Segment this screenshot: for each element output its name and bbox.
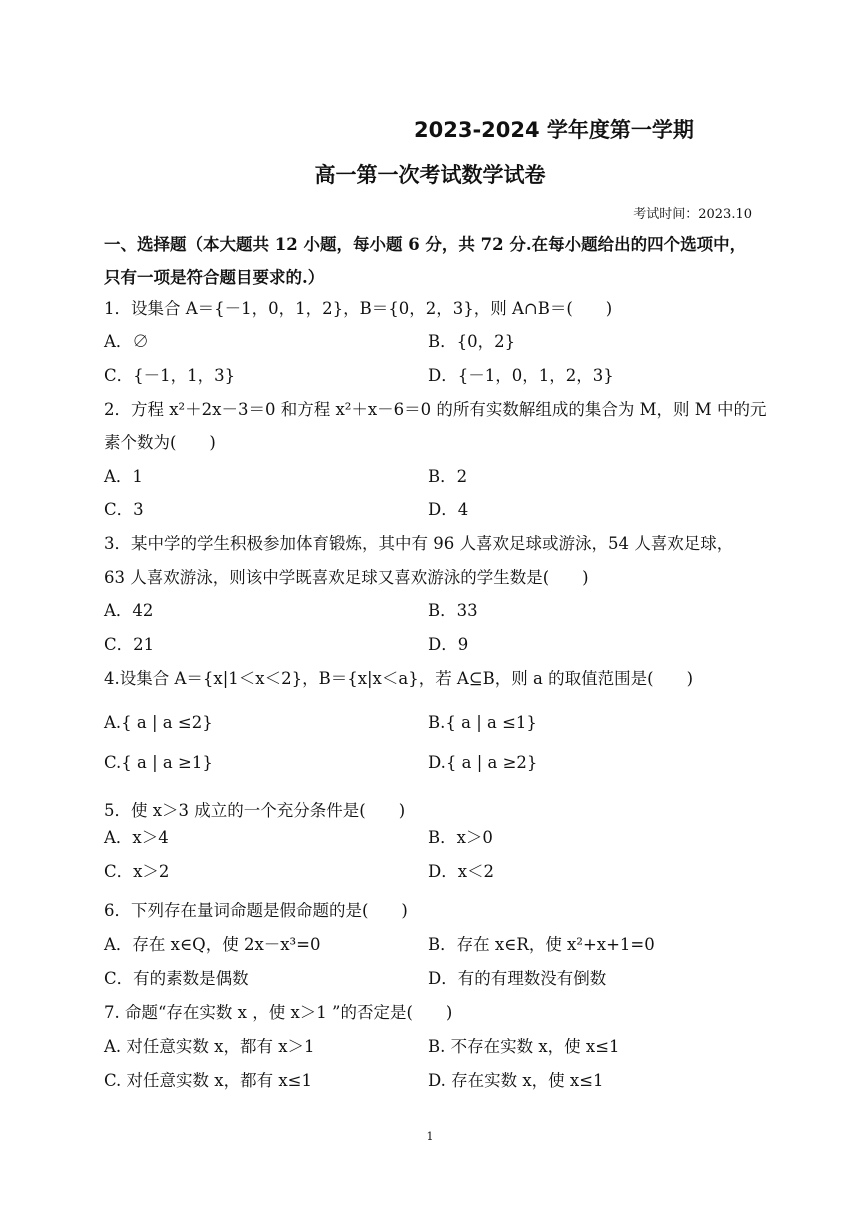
question-4-option-d: D.{ a | a ≥2} [428, 753, 538, 772]
question-6-option-c: C．有的素数是偶数 [104, 969, 249, 988]
question-5-option-d: D．x＜2 [428, 862, 495, 881]
section-heading-line2: 只有一项是符合题目要求的.） [104, 268, 325, 287]
question-2-stem-line2: 素个数为( ) [104, 433, 216, 452]
question-5-option-c: C．x＞2 [104, 862, 170, 881]
question-7-option-c: C. 对任意实数 x，都有 x≤1 [104, 1071, 312, 1090]
question-4-option-c: C.{ a | a ≥1} [104, 753, 213, 772]
question-4-stem: 4.设集合 A＝{x|1＜x＜2}，B＝{x|x＜a}，若 A⊆B，则 a 的取值范围是( ) [104, 669, 694, 688]
question-5-stem: 5．使 x＞3 成立的一个充分条件是( ) [104, 801, 406, 820]
exam-title: 高一第一次考试数学试卷 [314, 163, 546, 187]
question-3-option-d: D．9 [428, 635, 469, 654]
question-3-option-b: B．33 [428, 601, 478, 620]
question-7-stem: 7. 命题“存在实数 x ，使 x＞1 ”的否定是( ) [104, 1003, 453, 1022]
question-4-option-b: B.{ a | a ≤1} [428, 713, 537, 732]
question-5-option-a: A．x＞4 [104, 828, 169, 847]
question-6-stem: 6．下列存在量词命题是假命题的是( ) [104, 901, 408, 920]
question-2-option-d: D．4 [428, 500, 469, 519]
question-6-option-d: D．有的有理数没有倒数 [428, 969, 607, 988]
exam-time: 考试时间：2023.10 [633, 207, 752, 222]
page-number: 1 [426, 1130, 434, 1143]
question-7-option-b: B. 不存在实数 x，使 x≤1 [428, 1037, 620, 1056]
question-2-option-c: C．3 [104, 500, 144, 519]
question-2-stem-line1: 2．方程 x²＋2x－3＝0 和方程 x²＋x－6＝0 的所有实数解组成的集合为 M，则 M 中的元 [104, 400, 767, 419]
question-2-option-b: B．2 [428, 467, 468, 486]
question-2-option-a: A．1 [104, 467, 143, 486]
question-1-option-a: A．∅ [104, 332, 149, 351]
question-1-option-c: C．{－1，1，3} [104, 366, 236, 385]
question-6-option-b: B．存在 x∈R，使 x²+x+1=0 [428, 935, 655, 954]
question-1-stem: 1．设集合 A＝{－1，0，1，2}，B＝{0，2，3}，则 A∩B＝( ) [104, 299, 613, 318]
question-1-option-d: D．{－1，0，1，2，3} [428, 366, 614, 385]
question-6-option-a: A．存在 x∈Q，使 2x－x³=0 [104, 935, 321, 954]
question-1-option-b: B．{0，2} [428, 332, 516, 351]
question-3-option-c: C．21 [104, 635, 155, 654]
question-4-option-a: A.{ a | a ≤2} [104, 713, 213, 732]
section-heading-line1: 一、选择题（本大题共 12 小题，每小题 6 分，共 72 分.在每小题给出的四个选项中， [104, 235, 747, 254]
year-title: 2023-2024 学年度第一学期 [414, 118, 694, 142]
question-3-option-a: A．42 [104, 601, 154, 620]
question-3-stem-line1: 3．某中学的学生积极参加体育锻炼，其中有 96 人喜欢足球或游泳，54 人喜欢足球， [104, 534, 734, 553]
question-3-stem-line2: 63 人喜欢游泳，则该中学既喜欢足球又喜欢游泳的学生数是( ) [104, 568, 589, 587]
question-5-option-b: B．x＞0 [428, 828, 493, 847]
question-7-option-d: D. 存在实数 x，使 x≤1 [428, 1071, 604, 1090]
question-7-option-a: A. 对任意实数 x，都有 x＞1 [104, 1037, 315, 1056]
